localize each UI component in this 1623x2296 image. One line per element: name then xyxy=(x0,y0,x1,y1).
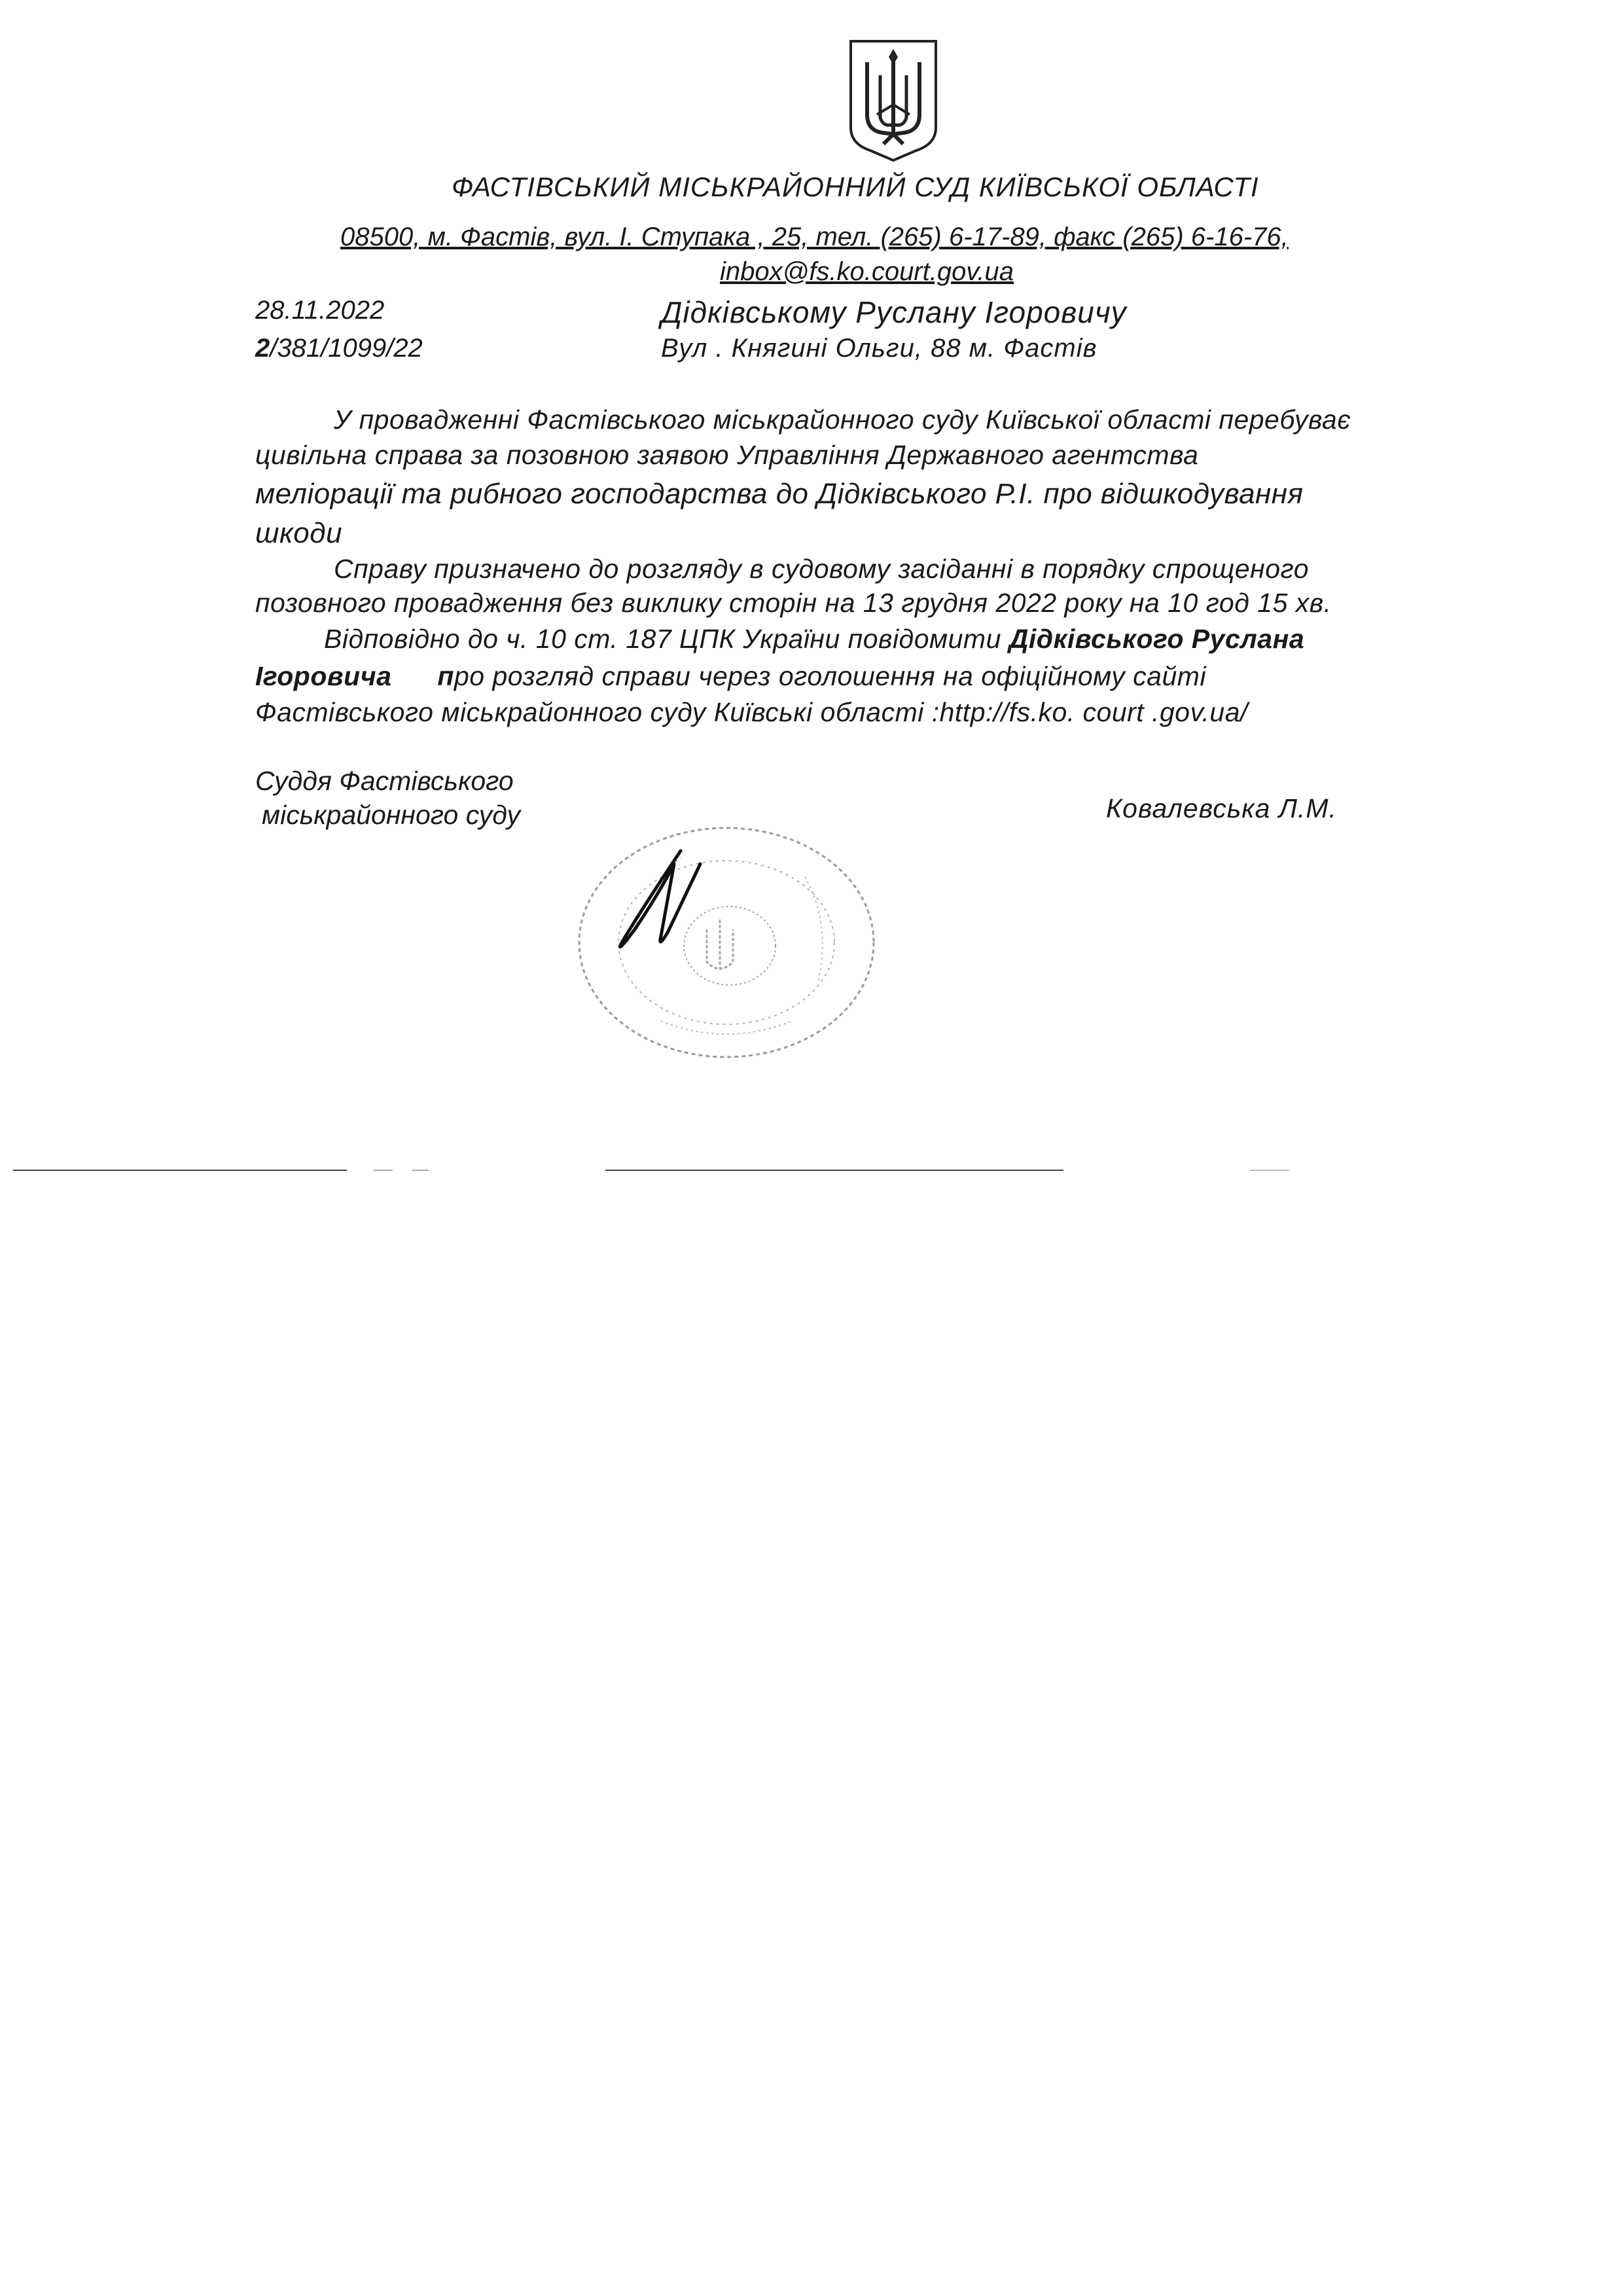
divider-line xyxy=(1250,1170,1289,1171)
court-name: ФАСТІВСЬКИЙ МІСЬКРАЙОННИЙ СУД КИЇВСЬКОЇ ОБЛАСТІ xyxy=(452,171,1259,202)
body-line: шкоди xyxy=(255,517,343,549)
case-number xyxy=(255,334,423,363)
case-number-rest: /381/1099/22 xyxy=(270,334,423,363)
judge-name: Ковалевська Л.М. xyxy=(1106,793,1337,823)
case-number-prefix: 2 xyxy=(255,334,270,363)
judge-title: міськрайонного суду xyxy=(262,800,520,830)
divider-line xyxy=(373,1170,393,1171)
judge-title: Суддя Фастівського xyxy=(255,766,514,796)
divider-line xyxy=(605,1170,1063,1171)
body-text-bold: п xyxy=(437,661,454,691)
body-line: позовного провадження без виклику сторін на 13 грудня 2022 року на 10 год 15 хв. xyxy=(255,588,1332,618)
body-line: Фастівського міськрайонного суду Київські області :http://fs.ko. court .gov.ua/ xyxy=(255,697,1248,727)
recipient-address: Вул . Княгині Ольги, 88 м. Фастів xyxy=(661,334,1097,363)
letter-date: 28.11.2022 xyxy=(255,296,385,325)
court-address: 08500, м. Фастів, вул. І. Ступака , 25, тел. (265) 6-17-89, факс (265) 6-16-76, xyxy=(340,223,1289,251)
body-text-bold: Ігоровича xyxy=(255,661,392,691)
divider-line xyxy=(412,1170,429,1171)
body-line xyxy=(255,661,1206,692)
body-text: ро розгляд справи через оголошення на офіційному сайті xyxy=(454,661,1207,691)
body-line: меліорації та рибного господарства до Дідківського Р.І. про відшкодування xyxy=(255,478,1304,510)
recipient-name: Дідківському Руслану Ігоровичу xyxy=(661,295,1127,329)
body-line: У провадженні Фастівського міськрайонного суду Київської області перебуває xyxy=(334,404,1351,435)
body-text-bold: Дідківського Руслана xyxy=(1008,624,1305,654)
body-line: Справу призначено до розгляду в судовому засіданні в порядку спрощеного xyxy=(334,554,1310,584)
signature-icon xyxy=(543,779,897,1060)
body-text: Відповідно до ч. 10 ст. 187 ЦПК України повідомити xyxy=(324,624,1009,654)
court-email: inbox@fs.ko.court.gov.ua xyxy=(720,257,1014,286)
divider-line xyxy=(13,1170,347,1171)
body-line: цивільна справа за позовною заявою Управління Державного агентства xyxy=(255,440,1199,470)
coat-of-arms-icon xyxy=(844,36,942,164)
body-line xyxy=(324,624,1304,655)
